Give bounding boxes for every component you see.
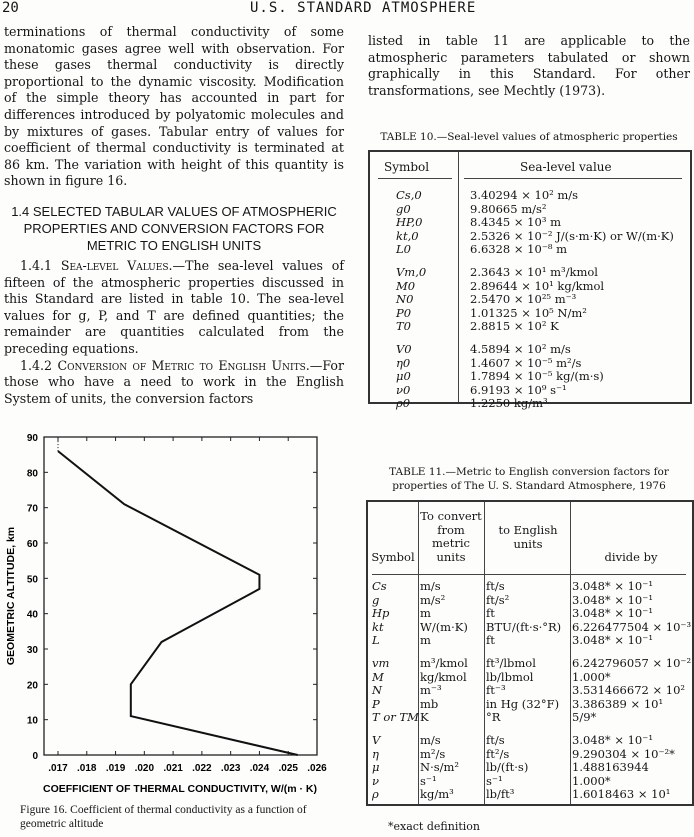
table-cell: Hp (372, 606, 390, 621)
table-cell: 3.40294 × 10² m/s (470, 188, 579, 202)
table11-header-to: to English units (498, 523, 558, 551)
x-tick-label: .022 (192, 763, 212, 774)
figure-caption: Figure 16. Coefficient of thermal conductivity as a function of geometric altitude (20, 804, 307, 830)
table-cell: g0 (396, 201, 411, 216)
table-cell: N0 (396, 292, 414, 307)
table-cell: Cs (372, 579, 387, 593)
table-cell: s⁻¹ (486, 773, 503, 788)
table-cell: 1.4607 × 10⁻⁵ m²/s (470, 355, 582, 370)
table-cell: ft (486, 606, 495, 621)
y-tick-label: 60 (26, 539, 38, 550)
table-cell: ν0 (396, 382, 411, 397)
x-tick-label: .023 (220, 763, 241, 774)
table-cell: 4.5894 × 10² m/s (470, 341, 571, 356)
x-tick-label: .026 (307, 763, 327, 774)
table-cell: μ0 (396, 369, 411, 384)
table-cell: 3.048* × 10⁻¹ (572, 606, 653, 621)
table-cell: 3.531466672 × 10² (572, 683, 686, 698)
table11-symbols (372, 580, 419, 802)
x-tick-label: .020 (134, 763, 155, 774)
table-cell: T0 (396, 319, 411, 334)
footnote: *exact definition (388, 820, 480, 833)
page-number: 20 (2, 0, 19, 16)
table-cell: in Hg (32°F) (486, 696, 560, 711)
table-cell: 1.000* (572, 773, 611, 788)
page-header (0, 0, 694, 18)
table-cell: g (372, 592, 380, 607)
table-cell: m/s (420, 579, 441, 593)
subsection-text: —The sea-level values of fifteen of the atmospheric properties discussed in this Standard are listed in table 10. The sea-level values for g, P, and T are defined quantities; the remainder are quantities calculated from the preceding equations. (4, 257, 344, 356)
table-cell: P (372, 696, 380, 711)
table10-values (470, 189, 674, 411)
section-heading: 1.4 SELECTED TABULAR VALUES OF ATMOSPHERIC PROPERTIES AND CONVERSION FACTORS FOR METRIC TO ENGLISH UNITS (11, 203, 337, 253)
paragraph: terminations of thermal conductivity of some monatomic gases agree well with observation. For these gases thermal conductivity is directly proportional to the dynamic viscosity. Modification of the simple theory has accounted in part for differences introduced by polyatomic molecules and by mixtures of gases. Tabular entry of values for coefficient of thermal conductivity is terminated at 86 km. The variation with height of this quantity is shown in figure 16. (4, 24, 344, 189)
table-cell: 3.048* × 10⁻¹ (572, 579, 653, 593)
y-tick-label: 50 (26, 574, 38, 586)
table11-metric-units (420, 580, 468, 802)
table-cell: 2.8815 × 10² K (470, 319, 559, 334)
table-cell: N (372, 683, 383, 698)
table-cell: L (372, 633, 380, 648)
table-cell: ν (372, 773, 379, 788)
table-cell: 6.242796057 × 10⁻² (572, 655, 692, 670)
x-tick-label: .025 (278, 763, 298, 774)
running-title: U.S. STANDARD ATMOSPHERE (250, 0, 477, 16)
table-cell: 6.9193 × 10⁹ s⁻¹ (470, 382, 567, 397)
table-cell: η0 (396, 355, 411, 370)
table-cell: HP,0 (396, 215, 423, 230)
subsection-title: Sea-level Values. (60, 257, 173, 273)
subsection-1-4-2 (4, 358, 344, 408)
x-tick-label: .018 (77, 763, 97, 774)
subsection-1-4-1 (4, 258, 344, 358)
table-cell: 1.000* (572, 669, 611, 684)
table-cell: ft²/s (486, 746, 510, 761)
y-axis-label: GEOMETRIC ALTITUDE, km (5, 526, 17, 666)
table-cell: η (372, 746, 379, 761)
table-cell: kg/kmol (420, 669, 467, 684)
table10-symbols (396, 189, 426, 411)
header-rule (464, 178, 682, 179)
table10-header-symbol: Symbol (384, 160, 430, 174)
table-cell: K (420, 710, 429, 725)
table11-english-units (486, 580, 561, 802)
table11 (366, 500, 694, 806)
x-tick-label: .021 (163, 763, 183, 774)
table-cell: Vm,0 (396, 264, 427, 279)
y-tick-label: 30 (26, 645, 38, 656)
table11-caption: TABLE 11.—Metric to English conversion factors for properties of The U. S. Standard Atmosphere, 1976 (389, 466, 669, 492)
left-column (4, 24, 344, 407)
table-cell: lb/(ft·s) (486, 760, 529, 775)
table-cell: 1.01325 × 10⁵ N/m² (470, 305, 587, 320)
y-tick-label: 90 (26, 433, 38, 444)
table11-factors (572, 580, 691, 802)
paragraph: listed in table 11 are applicable to the atmospheric parameters tabulated or shown graphically in this Standard. For other transformations, see Mechtly (1973). (368, 33, 690, 98)
table-cell: ρ0 (396, 396, 411, 411)
y-tick-label: 10 (26, 715, 38, 727)
table-cell: ρ (372, 787, 379, 802)
right-column (368, 33, 690, 99)
table-cell: ft³/lbmol (486, 655, 536, 670)
table-cell: °R (486, 710, 501, 725)
header-rule (372, 574, 686, 575)
table-cell: lb/ft³ (486, 787, 515, 802)
table-cell: m/s (420, 732, 441, 747)
table-cell: M (372, 669, 384, 684)
table-cell: L0 (396, 242, 411, 257)
table-cell: P0 (396, 305, 412, 320)
x-tick-label: .019 (105, 763, 126, 774)
table-cell: 9.80665 m/s² (470, 201, 547, 216)
conductivity-line (58, 451, 298, 755)
table-cell: 1.488163944 (572, 760, 649, 775)
subsection-title: Conversion of Metric to English Units. (57, 357, 310, 373)
table10 (368, 150, 692, 411)
table-cell: 3.048* × 10⁻¹ (572, 633, 653, 648)
table-cell: ft⁻³ (486, 683, 506, 698)
table-cell: ft/s (486, 579, 505, 593)
table-cell: W/(m·K) (420, 619, 468, 634)
figure-16-chart (0, 425, 345, 803)
header-rule (378, 178, 452, 179)
y-tick-label: 70 (26, 503, 38, 515)
table-cell: kt,0 (396, 228, 419, 243)
table10-header-value: Sea-level value (520, 160, 612, 174)
table-cell: ft/s² (486, 592, 510, 607)
table-cell: m²/s (420, 746, 446, 761)
table-cell: 1.7894 × 10⁻⁵ kg/(m·s) (470, 369, 604, 384)
table-cell: 6.226477504 × 10⁻³ (572, 619, 692, 634)
table-cell: ft/s (486, 732, 505, 747)
table-cell: 2.3643 × 10¹ m³/kmol (470, 264, 598, 279)
table-cell: V0 (396, 341, 412, 356)
table-cell: μ (372, 760, 380, 775)
table-cell: m⁻³ (420, 683, 442, 698)
table-cell: m³/kmol (420, 655, 468, 670)
table-cell: 3.048* × 10⁻¹ (572, 732, 653, 747)
table-cell: m/s² (420, 592, 446, 607)
table-cell: N·s/m² (420, 760, 460, 775)
table-cell: m (420, 606, 431, 621)
table-cell: s⁻¹ (420, 773, 437, 788)
table-cell: Cs,0 (396, 188, 422, 202)
table-cell: mb (420, 696, 439, 711)
table11-header-divide: divide by (604, 550, 658, 564)
table-cell: 3.386389 × 10¹ (572, 696, 664, 711)
table-cell: 2.89644 × 10¹ kg/kmol (470, 278, 605, 293)
x-axis-label: COEFFICIENT OF THERMAL CONDUCTIVITY, W/(m · K) (43, 783, 317, 795)
x-tick-label: .024 (249, 763, 270, 774)
table-cell: kt (372, 619, 384, 634)
table-cell: BTU/(ft·s·°R) (486, 619, 562, 634)
table-cell: m (420, 633, 431, 648)
table11-header-symbol: Symbol (371, 550, 415, 564)
table-cell: lb/lbmol (486, 669, 534, 684)
y-tick-label: 80 (26, 468, 38, 480)
table-cell: 1.6018463 × 10¹ (572, 787, 671, 802)
table-cell: kg/m³ (420, 787, 454, 802)
table10-caption: TABLE 10.—Seal-level values of atmospheric properties (380, 131, 678, 143)
subsection-number: 1.4.1 (20, 257, 53, 273)
table-cell: M0 (396, 278, 416, 293)
table-cell: 2.5470 × 10²⁵ m⁻³ (470, 292, 577, 307)
y-tick-label: 0 (32, 751, 38, 762)
x-tick-label: .017 (48, 763, 68, 774)
table-cell: ft (486, 633, 495, 648)
subsection-text: —For those who have a need to work in the English System of units, the conversion factors (4, 357, 344, 406)
table-cell: 5/9* (572, 710, 597, 725)
table-cell: vm (372, 655, 390, 670)
table-cell: T or TM (372, 710, 419, 725)
table11-header-from: To convert from metric units (420, 509, 482, 564)
table-cell: 8.4345 × 10³ m (470, 215, 561, 230)
y-tick-label: 20 (26, 680, 38, 692)
table-cell: V (372, 732, 381, 747)
table-cell: 9.290304 × 10⁻²* (572, 746, 675, 761)
subsection-number: 1.4.2 (20, 357, 53, 373)
plot-frame (44, 437, 317, 755)
table-cell: 6.6328 × 10⁻⁸ m (470, 242, 568, 257)
table-cell: 1.2250 kg/m³ (470, 396, 548, 411)
table-cell: 2.5326 × 10⁻² J/(s·m·K) or W/(m·K) (470, 228, 674, 243)
table-cell: 3.048* × 10⁻¹ (572, 592, 653, 607)
y-tick-label: 40 (26, 609, 38, 621)
